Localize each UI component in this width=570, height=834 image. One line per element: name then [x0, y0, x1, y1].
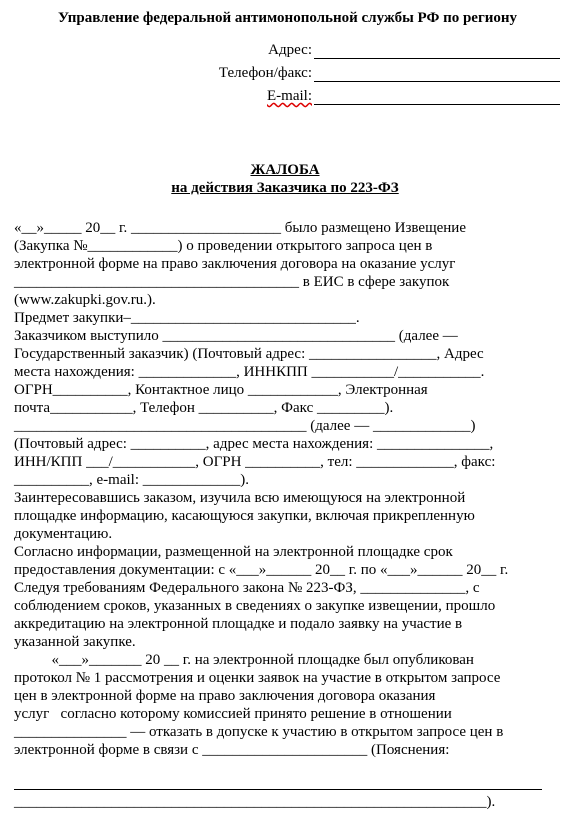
email-field	[267, 88, 560, 105]
body-line: _______________________________________________________________).	[14, 794, 496, 810]
body-line: «___»_______ 20 __ г. на электронной площадке был опубликован	[14, 652, 474, 668]
phone-label: Телефон/факс:	[218, 65, 312, 81]
body-line: Следуя требованиям Федерального закона № 223-ФЗ, ______________, с	[14, 580, 480, 596]
body-line: предоставления документации: с «___»______ 20__ г. по «___»______ 20__ г.	[14, 562, 509, 578]
body-line: места нахождения: _____________, ИННКПП ___________/___________.	[14, 364, 485, 380]
body-line: _______________ — отказать в допуске к участию в открытом запросе цен в	[14, 724, 504, 740]
body-line: площадке информацию, касающуюся закупки, включая прикрепленную	[14, 508, 475, 524]
body-line: ОГРН__________, Контактное лицо ____________, Электронная	[14, 382, 428, 398]
body-line: (www.zakupki.gov.ru.).	[14, 292, 156, 308]
body-line: ______________________________________ в ЕИС в сфере закупок	[14, 274, 450, 290]
phone-line	[314, 65, 560, 82]
body-line: электронной форме на право заключения договора на оказание услуг	[14, 256, 456, 272]
body-line: документацию.	[14, 526, 113, 542]
body-line: аккредитацию на электронной площадке и подало заявку на участие в	[14, 616, 463, 632]
body-line: Согласно информации, размещенной на электронной площадке срок	[14, 544, 453, 560]
body-line: соблюдением сроков, указанных в сведениях о закупке извещении, прошло	[14, 598, 496, 614]
body-line: Заинтересовавшись заказом, изучила всю имеющуюся на электронной	[14, 490, 466, 506]
body-line: цен в электронной форме на право заключения договора оказания	[14, 688, 436, 704]
body-line: (Закупка №____________) о проведении открытого запроса цен в	[14, 238, 433, 254]
body-line: Предмет закупки–______________________________.	[14, 310, 360, 326]
body-line: почта___________, Телефон __________, Факс _________).	[14, 400, 394, 416]
body-line: электронной форме в связи с ______________________ (Пояснения:	[14, 742, 450, 758]
body-line: услуг согласно которому комиссией принято решение в отношении	[14, 706, 452, 722]
body-line: _______________________________________ (далее — _____________)	[14, 418, 476, 434]
email-label: E-mail:	[267, 88, 312, 104]
address-field	[268, 42, 560, 59]
body-line: (Почтовый адрес: __________, адрес места нахождения: _______________,	[14, 436, 494, 452]
address-line	[314, 42, 560, 59]
address-label: Адрес:	[268, 42, 312, 58]
body-line: ИНН/КПП ___/___________, ОГРН __________, тел: _____________, факс:	[14, 454, 496, 470]
document-subtitle: на действия Заказчика по 223-ФЗ	[171, 180, 399, 196]
phone-field	[219, 65, 560, 82]
blank-line	[14, 789, 542, 790]
email-line	[314, 88, 560, 105]
body-line: протокол № 1 рассмотрения и оценки заявок на участие в открытом запросе	[14, 670, 501, 686]
body-line: Заказчиком выступило _______________________________ (далее —	[14, 328, 458, 344]
document-title: ЖАЛОБА	[250, 162, 320, 178]
organization-header: Управление федеральной антимонопольной службы РФ по региону	[58, 10, 518, 26]
body-line: __________, e-mail: _____________).	[14, 472, 249, 488]
body-line: Государственный заказчик) (Почтовый адрес: _________________, Адрес	[14, 346, 484, 362]
body-line: «__»_____ 20__ г. ____________________ было размещено Извещение	[14, 220, 466, 236]
body-line: указанной закупке.	[14, 634, 136, 650]
